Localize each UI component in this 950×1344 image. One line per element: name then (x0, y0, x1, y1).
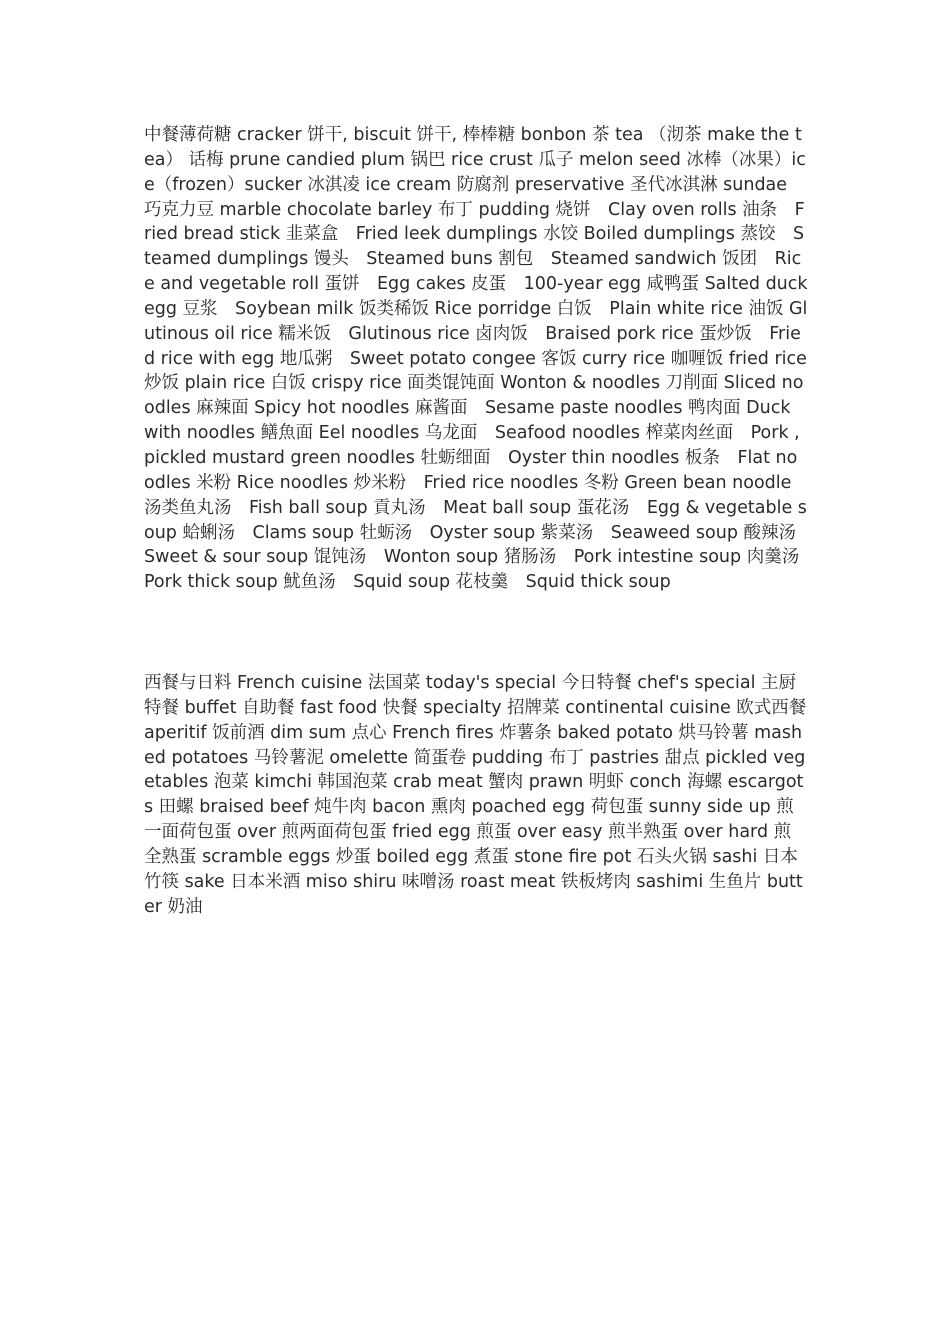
paragraph-western-japanese-food-vocabulary: 西餐与日料 French cuisine 法国菜 today's special 今日特餐 chef's special 主厨特餐 buffet 自助餐 fast food 快餐 specialty 招牌菜 continental cuisine 欧式西餐 aperitif 饭前酒 dim sum 点心 French fires 炸薯条 baked potato 烘马铃薯 mashed potatoes 马铃薯泥 omelette 简蛋卷 pudding 布丁 pastries 甜点 pickled vegetables 泡菜 kimchi 韩国泡菜 crab meat 蟹肉 prawn 明虾 conch 海螺 escargots 田螺 braised beef 炖牛肉 bacon 熏肉 poached egg 荷包蛋 sunny side up 煎一面荷包蛋 over 煎两面荷包蛋 fried egg 煎蛋 over easy 煎半熟蛋 over hard 煎全熟蛋 scramble eggs 炒蛋 boiled egg 煮蛋 stone fire pot 石头火锅 sashi 日本竹筷 sake 日本米酒 miso shiru 味噌汤 roast meat 铁板烤肉 sashimi 生鱼片 butter 奶油 (144, 673, 807, 917)
paragraph-chinese-food-vocabulary: 中餐薄荷糖 cracker 饼干, biscuit 饼干, 棒棒糖 bonbon 茶 tea （沏茶 make the tea） 话梅 prune candied plum 锅巴 rice crust 瓜子 melon seed 冰棒（冰果）ice（frozen）sucker 冰淇凌 ice cream 防腐剂 preservative 圣代冰淇淋 sundae 巧克力豆 marble chocolate barley 布丁 pudding 烧饼 Clay oven rolls 油条 Fried bread stick 韭菜盒 Fried leek dumplings 水饺 Boiled dumplings 蒸饺 Steamed dumplings 馒头 Steamed buns 割包 Steamed sandwich 饭团 Rice and vegetable roll 蛋饼 Egg cakes 皮蛋 100-year egg 咸鸭蛋 Salted duck egg 豆浆 Soybean milk 饭类稀饭 Rice porridge 白饭 Plain white rice 油饭 Glutinous oil rice 糯米饭 Glutinous rice 卤肉饭 Braised pork rice 蛋炒饭 Fried rice with egg 地瓜粥 Sweet potato congee 客饭 curry rice 咖喱饭 fried rice 炒饭 plain rice 白饭 crispy rice 面类馄饨面 Wonton & noodles 刀削面 Sliced noodles 麻辣面 Spicy hot noodles 麻酱面 Sesame paste noodles 鸭肉面 Duck with noodles 鳝魚面 Eel noodles 乌龙面 Seafood noodles 榨菜肉丝面 Pork , pickled mustard green noodles 牡蛎细面 Oyster thin noodles 板条 Flat noodles 米粉 Rice noodles 炒米粉 Fried rice noodles 冬粉 Green bean noodle 汤类鱼丸汤 Fish ball soup 貢丸汤 Meat ball soup 蛋花汤 Egg & vegetable soup 蛤蜊汤 Clams soup 牡蛎汤 Oyster soup 紫菜汤 Seaweed soup 酸辣汤 Sweet & sour soup 馄饨汤 Wonton soup 猪肠汤 Pork intestine soup 肉羹汤 Pork thick soup 魷鱼汤 Squid soup 花枝羹 Squid thick soup (144, 125, 817, 593)
